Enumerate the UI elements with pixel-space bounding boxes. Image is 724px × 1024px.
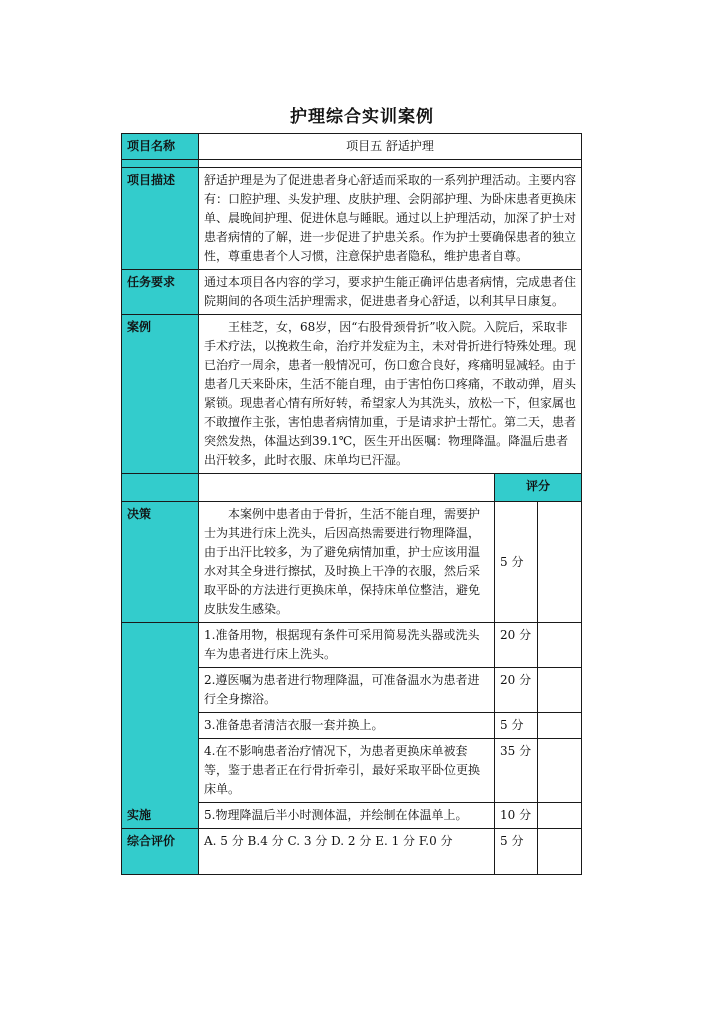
step-4-text: 4.在不影响患者治疗情况下，为患者更换床单被套等，鉴于患者正在行骨折牵引，最好采取平卧位更换床单。 xyxy=(199,739,495,803)
row-overall xyxy=(122,829,582,875)
value-task: 通过本项目各内容的学习，要求护生能正确评估患者病情，完成患者住院期间的各项生活护理需求，促进患者身心舒适，以利其早日康复。 xyxy=(199,270,582,315)
row-case xyxy=(122,315,582,474)
value-project-desc: 舒适护理是为了促进患者身心舒适而采取的一系列护理活动。主要内容有：口腔护理、头发护理、皮肤护理、会阴部护理、为卧床患者更换床单、晨晚间护理、促进休息与睡眠。通过以上护理活动，加深了护士对患者病情的了解，进一步促进了护患关系。作为护士要确保患者的独立性，尊重患者个人习惯，注意保护患者隐私，维护患者自尊。 xyxy=(199,168,582,270)
step-3-text: 3.准备患者清洁衣服一套并换上。 xyxy=(199,713,495,739)
label-case: 案例 xyxy=(122,315,199,474)
document-title: 护理综合实训案例 xyxy=(290,107,434,127)
value-decision: 本案例中患者由于骨折，生活不能自理，需要护士为其进行床上洗头，后因高热需要进行物理降温，由于出汗比较多，为了避免病情加重，护士应该用温水对其全身进行擦拭，及时换上干净的衣服，然后采取平卧的方法进行更换床单，保持床单位整洁，避免皮肤发生感染。 xyxy=(199,502,495,623)
step-4-score: 35 分 xyxy=(495,739,538,803)
row-project-name xyxy=(122,134,582,160)
label-overall: 综合评价 xyxy=(122,829,199,875)
label-decision: 决策 xyxy=(122,502,199,623)
value-case: 王桂芝，女，68岁，因“右股骨颈骨折”收入院。入院后，采取非手术疗法，以挽救生命，治疗并发症为主，未对骨折进行特殊处理。现已治疗一周余，患者一般情况可，伤口愈合良好，疼痛明显减轻。由于患者几天来卧床，生活不能自理，由于害怕伤口疼痛，不敢动弹，眉头紧锁。现患者心情有所好转，希望家人为其洗头，放松一下，但家属也不敢擅作主张，害怕患者病情加重，于是请求护士帮忙。第二天，患者突然发热，体温达到39.1℃，医生开出医嘱：物理降温。降温后患者出汗较多，此时衣服、床单均已汗湿。 xyxy=(199,315,582,474)
case-table xyxy=(121,133,582,875)
score-header: 评分 xyxy=(495,474,582,502)
step-5-text: 5.物理降温后半小时测体温，并绘制在体温单上。 xyxy=(199,803,495,829)
label-task: 任务要求 xyxy=(122,270,199,315)
value-project-name: 项目五 舒适护理 xyxy=(199,134,582,160)
step-2-text: 2.遵医嘱为患者进行物理降温，可准备温水为患者进行全身擦浴。 xyxy=(199,668,495,713)
row-project-desc xyxy=(122,160,582,168)
step-5-score: 10 分 xyxy=(495,803,538,829)
label-project-desc: 项目描述 xyxy=(122,168,199,270)
value-overall: A. 5 分 B.4 分 C. 3 分 D. 2 分 E. 1 分 F.0 分 xyxy=(199,829,495,875)
label-project-name: 项目名称 xyxy=(122,134,199,160)
row-step-1 xyxy=(122,623,582,668)
row-score-header xyxy=(122,474,582,502)
step-3-score: 5 分 xyxy=(495,713,538,739)
row-decision xyxy=(122,502,582,623)
score-overall: 5 分 xyxy=(495,829,538,875)
step-1-score: 20 分 xyxy=(495,623,538,668)
step-2-score: 20 分 xyxy=(495,668,538,713)
score-decision: 5 分 xyxy=(495,502,538,623)
step-1-text: 1.准备用物，根据现有条件可采用简易洗头器或洗头车为患者进行床上洗头。 xyxy=(199,623,495,668)
label-implementation: 实施 xyxy=(122,623,199,829)
row-project-desc-main xyxy=(122,168,582,270)
row-task xyxy=(122,270,582,315)
